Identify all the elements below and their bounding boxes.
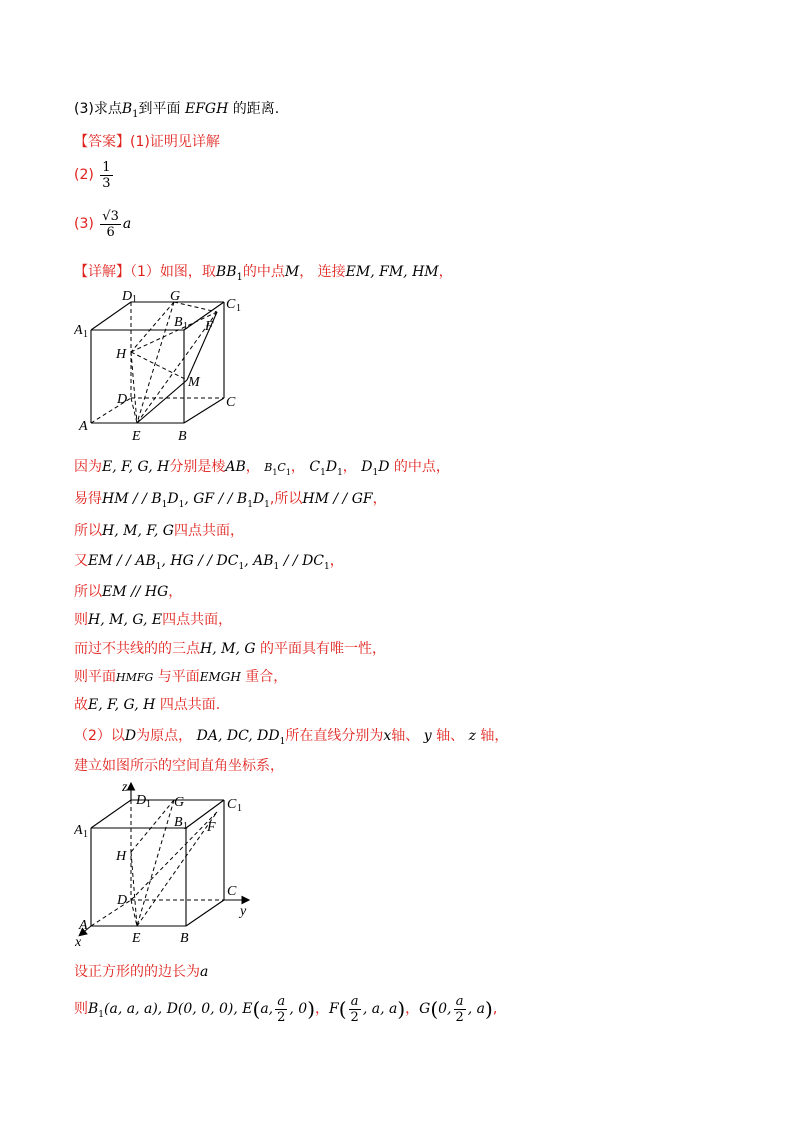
l1-i-sub: 1 xyxy=(320,467,326,478)
detail-text2: 的中点 xyxy=(242,264,285,280)
l13-h: ， xyxy=(405,1001,420,1017)
answer-tag: 【答案】 xyxy=(74,134,130,150)
l8-e: 重合， xyxy=(245,669,288,685)
answer-3 xyxy=(74,205,131,243)
fig1-label-A1: A xyxy=(74,323,83,338)
ans2-den: 3 xyxy=(102,175,111,191)
l13-frac-f-den: 2 xyxy=(350,1009,359,1025)
l13-b1: B xyxy=(88,1001,99,1017)
l8-b: HMFG xyxy=(116,671,154,684)
l10-c: 为原点， xyxy=(136,728,193,744)
l5-a: 所以 xyxy=(74,584,102,600)
line-8 xyxy=(74,668,287,687)
l13-a: 则 xyxy=(74,1001,88,1017)
l1-j-sub: 1 xyxy=(337,467,343,478)
l13-i: G xyxy=(419,1001,431,1017)
fig2-label-E: E xyxy=(132,931,141,946)
l13-g: , a, a xyxy=(362,1001,398,1017)
question-3 xyxy=(74,100,279,124)
l13-frac-f xyxy=(349,994,361,1025)
l2-g: HM / / GF xyxy=(302,491,373,507)
l2-c: D xyxy=(167,491,179,507)
l2-b: HM / / B xyxy=(102,491,162,507)
line-5 xyxy=(74,583,182,601)
answer-line xyxy=(74,133,220,151)
fig1-label-D: D xyxy=(117,392,128,407)
l10-k: 轴， xyxy=(480,728,509,744)
l4-b-sub: 1 xyxy=(155,561,162,572)
l2-a: 易得 xyxy=(74,491,102,507)
fig1-label-F: F xyxy=(205,319,214,334)
line-13 xyxy=(74,990,497,1034)
l4-c: , HG / / DC xyxy=(161,553,239,569)
l13-paren-close-f: ) xyxy=(397,997,406,1021)
detail-segs: EM, FM, HM xyxy=(345,264,439,280)
l13-paren-open-g: ( xyxy=(430,997,439,1021)
l13-frac-f-num: a xyxy=(350,993,359,1009)
ans2-label: (2) xyxy=(74,167,94,183)
l13-b2: (a, a, a), D(0, 0, 0), E xyxy=(104,1001,253,1017)
fig2-label-A: A xyxy=(79,918,88,933)
l3-c: 四点共面， xyxy=(173,523,244,539)
detail-line xyxy=(74,263,453,287)
fig2-label-H: H xyxy=(116,849,127,864)
q3-mid: 到平面 xyxy=(138,101,181,117)
fig2-sub-C1: 1 xyxy=(237,803,242,814)
l4-b: EM / / AB xyxy=(88,553,156,569)
l4-d-sub: 1 xyxy=(273,561,280,572)
l1-g-sub: 1 xyxy=(285,467,291,477)
line-9 xyxy=(74,696,220,714)
l13-paren-open-f: ( xyxy=(338,997,347,1021)
l13-frac-e xyxy=(275,994,287,1025)
fig2-label-z: z xyxy=(122,780,128,795)
ans3-fraction xyxy=(100,209,121,240)
l7-a: 而过不共线的的三点 xyxy=(74,641,200,657)
l12-b: a xyxy=(200,964,209,980)
l13-frac-e-num: a xyxy=(277,993,286,1009)
fig2-label-y: y xyxy=(240,904,247,919)
line-11 xyxy=(74,757,284,775)
l8-d: EMGH xyxy=(199,670,241,684)
l2-f: ,所以 xyxy=(269,491,303,507)
q3-prefix: (3)求点 xyxy=(74,101,122,117)
detail-sub: 1 xyxy=(236,271,243,283)
detail-seg: BB xyxy=(215,264,237,280)
fig1-label-G: G xyxy=(170,290,181,304)
l4-e: / / DC xyxy=(279,553,325,569)
cube-1-svg xyxy=(74,290,274,446)
line-3 xyxy=(74,522,244,540)
l6-a: 则 xyxy=(74,612,88,628)
detail-text3: ， 连接 xyxy=(299,264,346,280)
cube-2-svg xyxy=(74,778,274,948)
fig1-label-D1: D xyxy=(122,290,133,304)
l1-a: 因为 xyxy=(74,459,102,475)
fig2-label-D1: D xyxy=(136,793,147,808)
line-6 xyxy=(74,611,232,629)
l10-e: 所在直线分别为 xyxy=(285,728,384,744)
fig2-sub-B1: 1 xyxy=(183,821,188,832)
fig1-sub-A1: 1 xyxy=(83,329,88,340)
fig1-label-E: E xyxy=(132,429,141,444)
l6-c: 四点共面， xyxy=(162,612,233,628)
ans3-label: (3) xyxy=(74,216,94,232)
l1-b: E, F, G, H xyxy=(102,459,170,475)
fig1-sub-B1: 1 xyxy=(183,321,188,332)
l13-paren-close-e: ) xyxy=(307,997,316,1021)
fig1-label-M: M xyxy=(188,375,200,390)
detail-text4: ， xyxy=(438,264,453,280)
l1-g: C xyxy=(277,461,286,474)
l4-c-sub: 1 xyxy=(238,561,245,572)
l2-d-sub: 1 xyxy=(247,499,253,510)
l10-h: y xyxy=(423,728,432,744)
q3-suffix: 的距离. xyxy=(232,101,280,117)
l10-d-sub: 1 xyxy=(279,736,286,747)
l2-d: , GF / / B xyxy=(184,491,248,507)
l1-m: D xyxy=(378,459,390,475)
q3-plane: EFGH xyxy=(184,101,229,117)
fig2-label-B1: B xyxy=(174,815,183,830)
ans3-den: 6 xyxy=(106,224,115,240)
l1-l-sub: 1 xyxy=(372,467,379,478)
line-1 xyxy=(74,458,450,482)
q3-sub: 1 xyxy=(132,108,139,120)
fig1-sub-D1: 1 xyxy=(132,294,137,305)
l3-a: 所以 xyxy=(74,523,102,539)
l13-b1-sub: 1 xyxy=(98,1009,105,1020)
fig1-label-C1: C xyxy=(226,297,236,312)
fig2-label-G: G xyxy=(174,795,185,810)
l13-f: F xyxy=(329,1001,339,1017)
ans3-num: √3 xyxy=(102,208,119,224)
line-10 xyxy=(74,727,508,751)
l2-b-sub: 1 xyxy=(161,499,168,510)
fig2-label-C: C xyxy=(227,884,237,899)
l13-frac-e-den: 2 xyxy=(277,1009,286,1025)
l10-b: D xyxy=(124,728,137,744)
line-7 xyxy=(74,640,386,658)
fig1-sub-C1: 1 xyxy=(236,303,241,314)
fig1-label-B: B xyxy=(178,429,187,444)
l1-h: ， xyxy=(290,459,305,475)
fig1-label-A: A xyxy=(79,419,88,434)
l13-k: , a xyxy=(467,1001,486,1017)
l13-e: ， xyxy=(315,1001,330,1017)
l1-l: D xyxy=(361,459,373,475)
l1-d: AB xyxy=(225,459,246,475)
fig1-label-C: C xyxy=(226,395,236,410)
line-2 xyxy=(74,490,387,514)
l9-c: 四点共面. xyxy=(159,697,221,713)
l2-e-sub: 1 xyxy=(264,499,270,510)
l5-c: ， xyxy=(168,584,183,600)
fig2-label-F: F xyxy=(207,820,216,835)
l13-l: , xyxy=(492,1001,498,1017)
ans2-fraction xyxy=(100,160,112,191)
l11-a: 建立如图所示的空间直角坐标系， xyxy=(74,758,284,774)
line-12 xyxy=(74,963,208,981)
fig1-label-B1: B xyxy=(174,315,183,330)
l9-b: E, F, G, H xyxy=(88,697,156,713)
l9-a: 故 xyxy=(74,697,88,713)
l10-i: 轴、 xyxy=(436,728,465,744)
fig2-label-x: x xyxy=(75,935,82,948)
l4-e-sub: 1 xyxy=(324,561,330,572)
l5-b: EM // HG xyxy=(102,584,169,600)
l2-h: ， xyxy=(372,491,387,507)
l13-frac-g xyxy=(454,994,466,1025)
answer-2 xyxy=(74,158,115,192)
ans3-var: a xyxy=(122,216,132,232)
l10-j: z xyxy=(468,728,476,744)
l10-d: DA, DC, DD xyxy=(196,728,280,744)
l10-g: 轴、 xyxy=(391,728,420,744)
l1-f: B xyxy=(264,461,273,474)
l12-a: 设正方形的的边长为 xyxy=(74,964,200,980)
answer-part1: (1)证明见详解 xyxy=(130,134,220,150)
l10-f: x xyxy=(383,728,392,744)
l8-c: 与平面 xyxy=(157,669,200,685)
l10-a: （2）以 xyxy=(74,728,125,744)
l13-j: 0, xyxy=(438,1001,452,1017)
detail-text1: （1）如图，取 xyxy=(130,264,216,280)
q3-point: B xyxy=(121,101,133,117)
l13-frac-g-den: 2 xyxy=(455,1009,464,1025)
l1-n: 的中点， xyxy=(393,459,450,475)
l8-a: 则平面 xyxy=(74,669,116,685)
figure-cube-2 xyxy=(74,778,274,948)
l1-j: D xyxy=(325,459,338,475)
l2-c-sub: 1 xyxy=(178,499,185,510)
l7-c: 的平面具有唯一性， xyxy=(259,641,386,657)
fig1-label-H: H xyxy=(116,347,127,362)
l13-paren-open-e: ( xyxy=(252,997,261,1021)
l3-b: H, M, F, G xyxy=(102,523,174,539)
l13-paren-close-g: ) xyxy=(485,997,493,1021)
l1-i: C xyxy=(309,459,321,475)
l13-c: a, xyxy=(260,1001,274,1017)
fig2-label-D: D xyxy=(117,893,128,908)
ans2-num: 1 xyxy=(102,159,111,175)
l1-k: ， xyxy=(342,459,357,475)
l4-a: 又 xyxy=(74,553,88,569)
fig2-sub-D1: 1 xyxy=(146,799,151,810)
figure-cube-1 xyxy=(74,290,274,446)
line-4 xyxy=(74,552,344,576)
fig2-label-A1: A xyxy=(74,823,83,838)
fig2-label-C1: C xyxy=(227,797,237,812)
l6-b: H, M, G, E xyxy=(88,612,163,628)
l13-d: , 0 xyxy=(289,1001,308,1017)
l1-c: 分别是棱 xyxy=(169,459,226,475)
fig2-label-B: B xyxy=(180,931,189,946)
l1-f-sub: 1 xyxy=(272,467,278,477)
l13-frac-g-num: a xyxy=(455,993,464,1009)
detail-tag: 【详解】 xyxy=(74,264,130,280)
detail-pt: M xyxy=(284,264,300,280)
l7-b: H, M, G xyxy=(200,641,256,657)
fig2-sub-A1: 1 xyxy=(83,829,88,840)
l4-d: , AB xyxy=(244,553,274,569)
l1-e: ， xyxy=(245,459,260,475)
l2-e: D xyxy=(252,491,265,507)
l4-f: ， xyxy=(329,553,344,569)
